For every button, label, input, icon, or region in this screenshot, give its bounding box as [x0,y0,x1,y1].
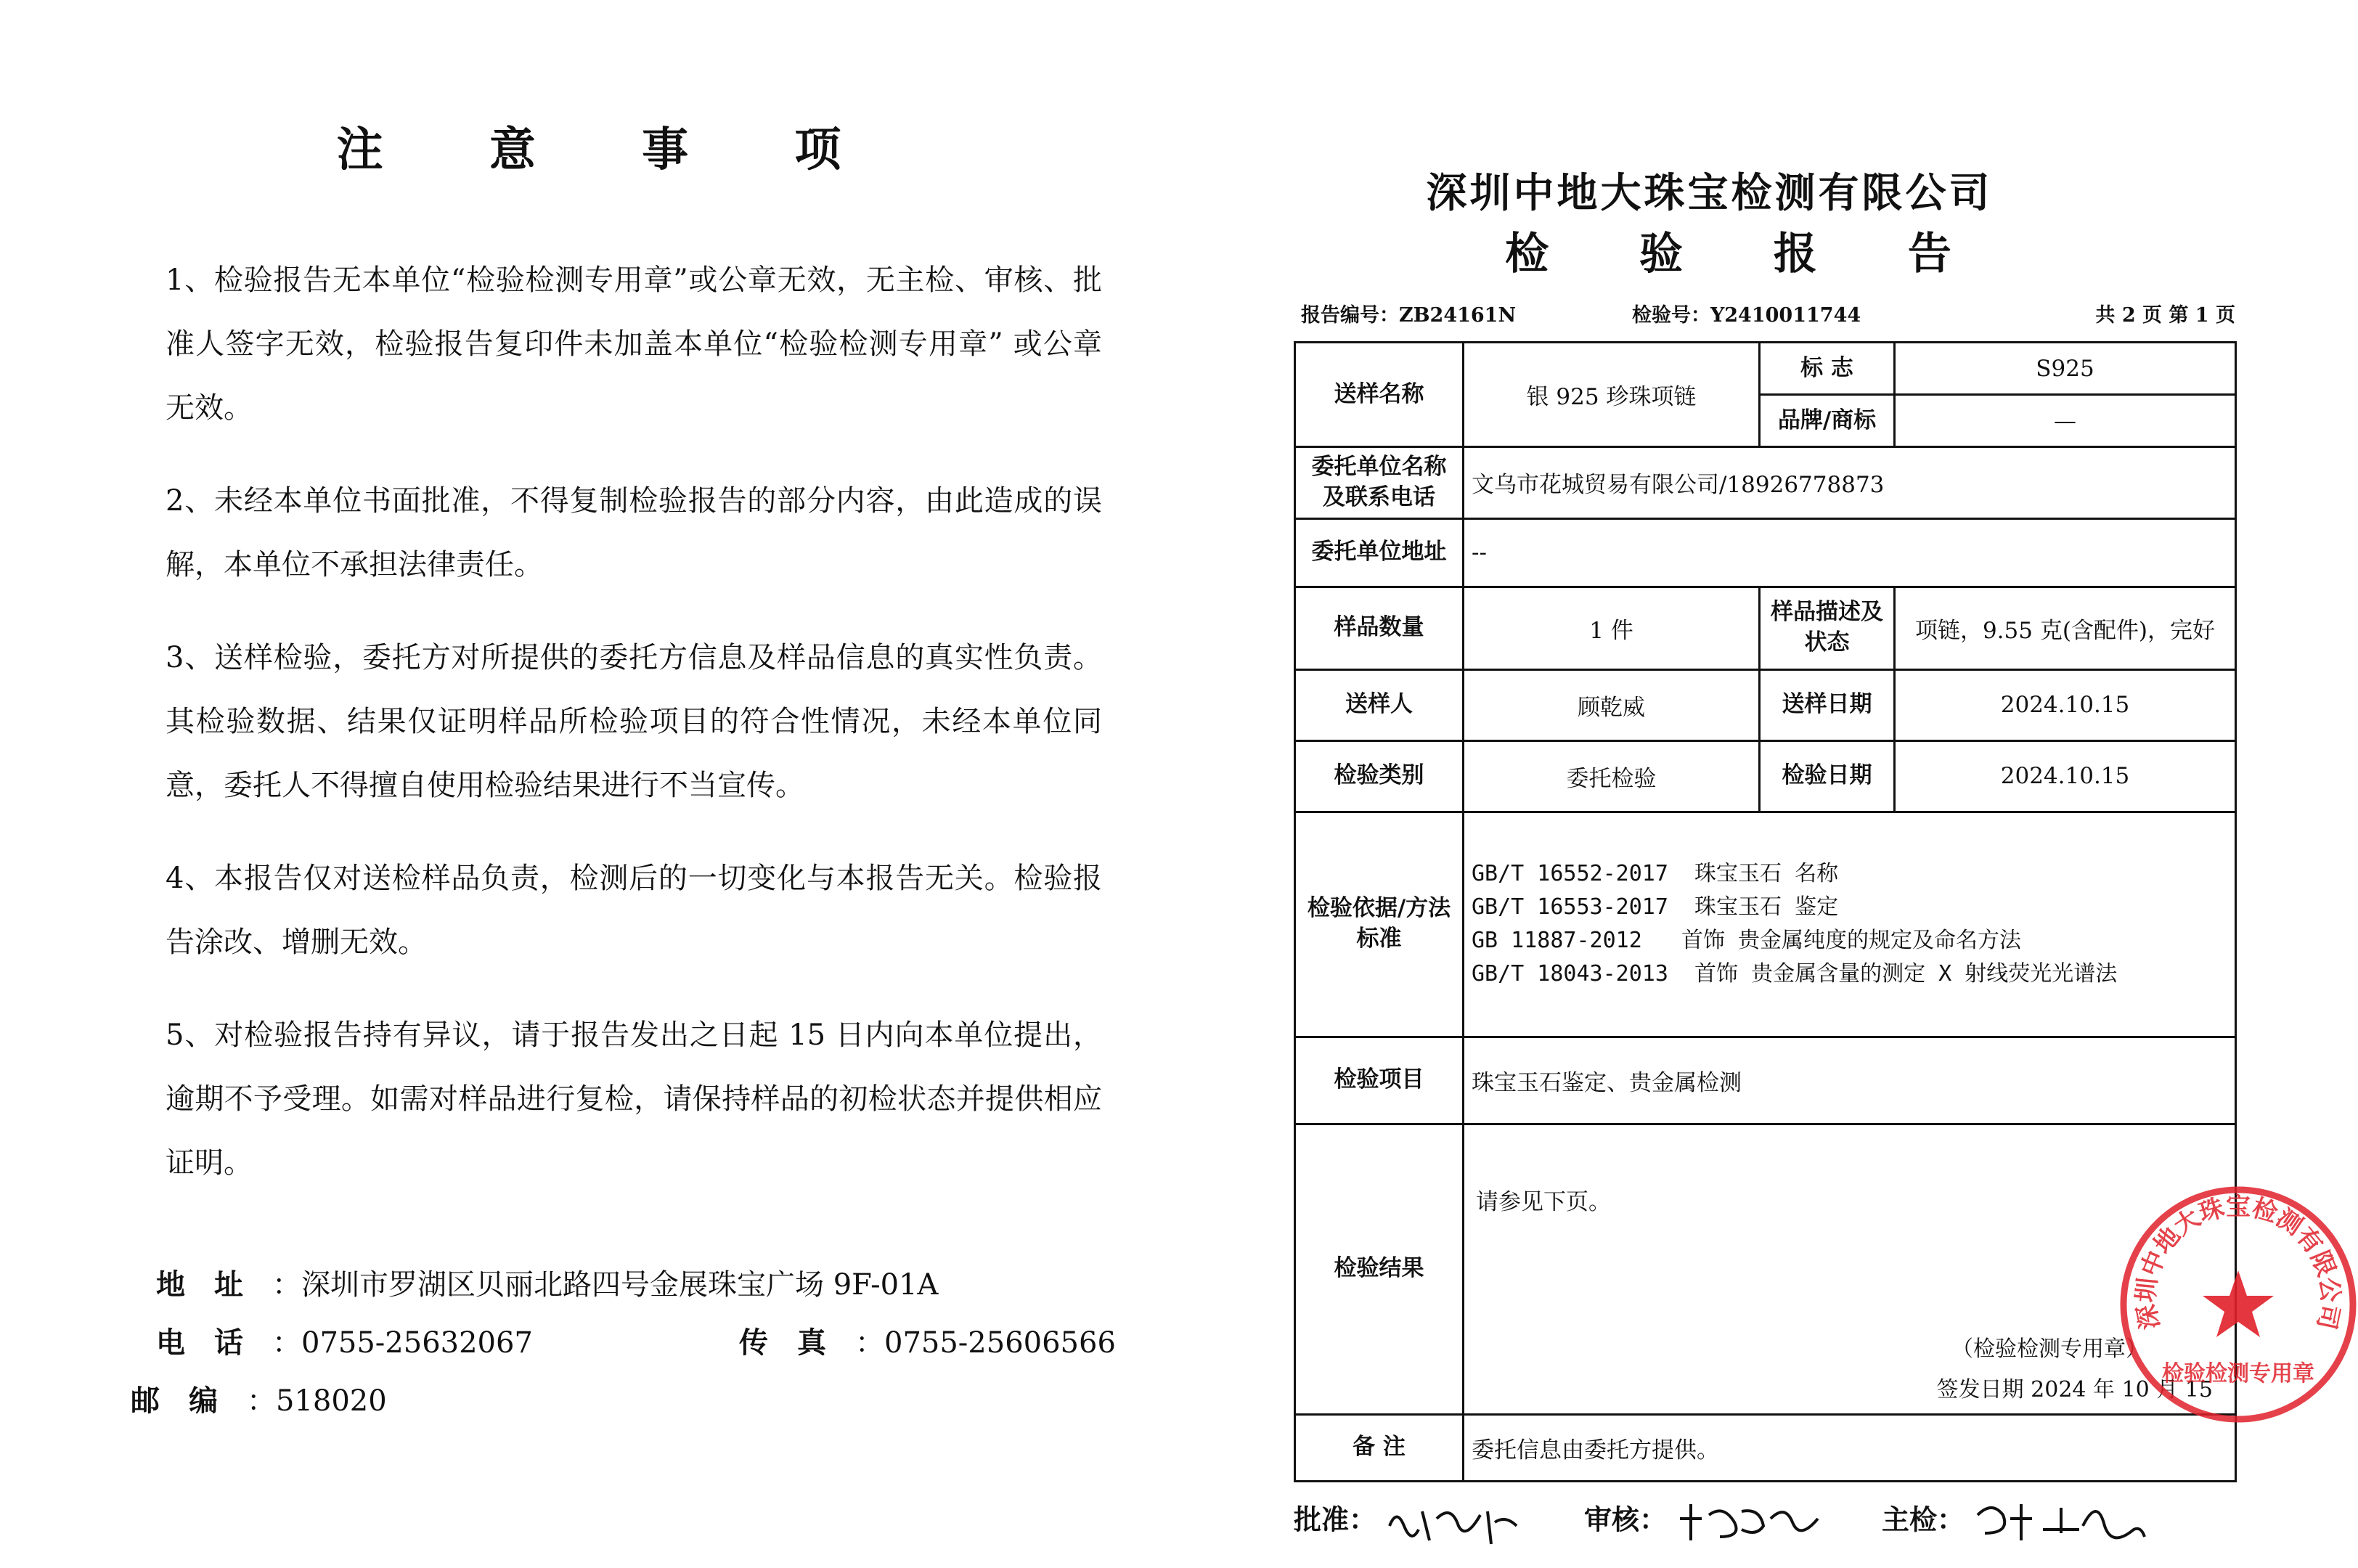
review-block [1584,1497,1821,1548]
address-value: ：深圳市罗湖区贝丽北路四号金展珠宝广场 9F-01A [272,1268,939,1302]
basis-item: GB/T 18043-2013 首饰 贵金属含量的测定 X 射线荧光光谱法 [1472,961,2118,987]
notice-page [0,0,1133,1568]
basis-item: GB/T 16552-2017 珠宝玉石 名称 [1472,861,1839,887]
table-row [1295,669,2236,740]
fax-value: ：0755-25606566 [855,1326,1116,1360]
result-label: 检验结果 [1295,1124,1464,1414]
notice-list [166,248,1102,1224]
client-address-value: -- [1464,518,2236,587]
notice-title: 注 意 事 项 [336,123,886,177]
seal-caption: （检验检测专用章） [1951,1336,2147,1362]
items-value: 珠宝玉石鉴定、贵金属检测 [1464,1037,2236,1124]
notice-item: 2、未经本单位书面批准，不得复制检验报告的部分内容，由此造成的误解，本单位不承担法律责任。 [166,484,1102,581]
address-label: 地址 [156,1267,272,1302]
type-value: 委托检验 [1464,740,1760,812]
inspection-seal-icon [2118,1185,2358,1424]
approve-label: 批准： [1294,1503,1377,1536]
table-row [1295,1124,2236,1414]
table-row [1295,518,2236,587]
table-row [1295,587,2236,669]
result-value: 请参见下页。 [1476,1188,1611,1215]
client-address-label: 委托单位地址 [1295,518,1464,587]
inspect-date-value: 2024.10.15 [1895,740,2236,812]
company-name: 深圳中地大珠宝检测有限公司 [1426,169,1993,217]
send-date-label: 送样日期 [1760,669,1895,740]
postcode-line [131,1378,387,1419]
table-row [1295,1037,2236,1124]
inspector-block [1882,1497,2148,1548]
desc-label: 样品描述及状态 [1760,587,1895,669]
client-value: 文乌市花城贸易有限公司/18926778873 [1464,447,2236,519]
mark-value: S925 [1895,343,2236,395]
notice-item: 1、检验报告无本单位“检验检测专用章”或公章无效，无主检、审核、批准人签字无效，检验报告复印件未加盖本单位“检验检测专用章” 或公章无效。 [166,264,1102,425]
inspector-label: 主检： [1882,1503,1965,1536]
basis-item: GB/T 16553-2017 珠宝玉石 鉴定 [1472,894,1839,920]
qty-value: 1 件 [1464,587,1760,669]
report-page [1133,0,2345,1568]
brand-label: 品牌/商标 [1760,395,1895,447]
remark-label: 备 注 [1295,1414,1464,1481]
review-label: 审核： [1584,1503,1668,1536]
inspect-date-label: 检验日期 [1760,740,1895,812]
table-row [1295,447,2236,519]
basis-label: 检验依据/方法标准 [1295,812,1464,1037]
phone-label: 电话 [156,1326,272,1360]
report-title: 检 验 报 告 [1505,229,1989,279]
report-table [1294,341,2237,1482]
remark-value: 委托信息由委托方提供。 [1464,1414,2236,1481]
basis-item: GB 11887-2012 首饰 贵金属纯度的规定及命名方法 [1472,928,2022,954]
issue-date: 签发日期 2024 年 10 月 15 [1936,1376,2213,1402]
approve-block [1294,1497,1524,1548]
send-date-value: 2024.10.15 [1895,669,2236,740]
sample-name-value: 银 925 珍珠项链 [1464,343,1760,447]
approve-signature-icon [1386,1497,1524,1548]
table-row [1295,1414,2236,1481]
fax-line [739,1320,1116,1361]
qty-label: 样品数量 [1295,587,1464,669]
basis-list [1464,812,2236,1037]
fax-label: 传真 [739,1326,855,1360]
table-row [1295,812,2236,1037]
notice-item: 4、本报告仅对送检样品负责，检测后的一切变化与本报告无关。检验报告涂改、增删无效。 [166,862,1102,959]
sample-name-label: 送样名称 [1295,343,1464,447]
notice-item: 3、送样检验，委托方对所提供的委托方信息及样品信息的真实性负责。其检验数据、结果仅证明样品所检验项目的符合性情况，未经本单位同意，委托人不得擅自使用检验结果进行不当宣传。 [166,641,1102,802]
mark-label: 标 志 [1760,343,1895,395]
postcode-value: ：518020 [247,1384,387,1418]
brand-value: — [1895,395,2236,447]
svg-text:深圳中地大珠宝检测有限公司: 深圳中地大珠宝检测有限公司 [2131,1192,2345,1332]
inspector-signature-icon [1974,1497,2148,1548]
review-signature-icon [1676,1497,1821,1548]
sample-number: 检验号：Y2410011744 [1632,304,1861,327]
postcode-label: 邮编 [131,1384,247,1418]
items-label: 检验项目 [1295,1037,1464,1124]
notice-item: 5、对检验报告持有异议，请于报告发出之日起 15 日内向本单位提出，逾期不予受理。如需对样品进行复检，请保持样品的初检状态并提供相应证明。 [166,1018,1102,1180]
report-number: 报告编号：ZB24161N [1301,304,1517,327]
type-label: 检验类别 [1295,740,1464,812]
address-line [156,1262,938,1303]
table-row [1295,343,2236,395]
page-count: 共 2 页 第 1 页 [2095,304,2235,327]
phone-line [156,1320,533,1361]
phone-value: ：0755-25632067 [272,1326,533,1360]
desc-value: 项链，9.55 克(含配件)，完好 [1895,587,2236,669]
table-row [1295,740,2236,812]
sender-value: 顾乾威 [1464,669,1760,740]
sender-label: 送样人 [1295,669,1464,740]
svg-text:检验检测专用章: 检验检测专用章 [2162,1361,2314,1387]
client-label: 委托单位名称及联系电话 [1295,447,1464,519]
